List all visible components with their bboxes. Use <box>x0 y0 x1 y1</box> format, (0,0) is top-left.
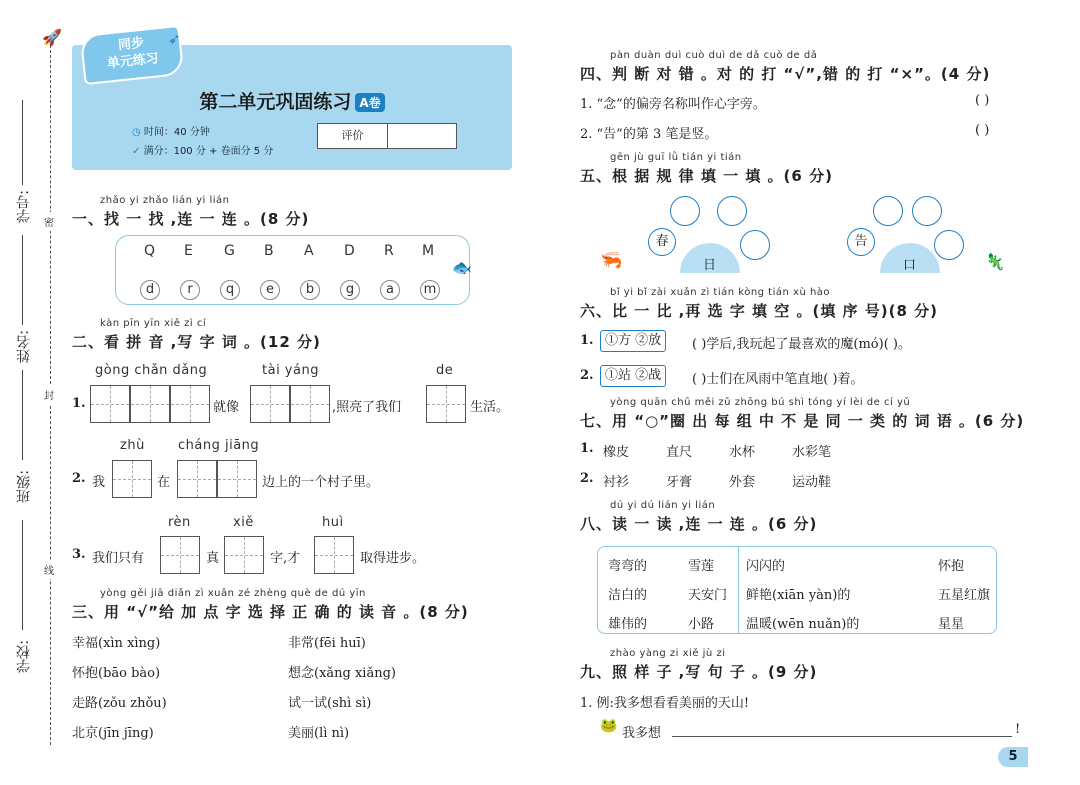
s9-title: 九、照 样 子 ,写 句 子 。(9 分) <box>580 663 818 681</box>
lower-letter[interactable]: b <box>300 280 320 300</box>
evaluation-label: 评价 <box>318 124 388 148</box>
word-option[interactable]: 运动鞋 <box>792 475 832 490</box>
q1-text-3: 生活。 <box>470 400 510 415</box>
q1-text-2: ,照亮了我们 <box>332 400 402 415</box>
reading-option[interactable]: 美丽(lì nì) <box>288 726 350 741</box>
q1-number: 1. <box>72 396 86 411</box>
s9-pinyin: zhào yàng zi xiě jù zi <box>610 648 726 659</box>
score-info <box>132 142 273 157</box>
score-text: 满分：100 分 + 卷面分 5 分 <box>143 146 274 157</box>
page-title-text: 第二单元巩固练习 <box>199 91 352 113</box>
binding-mark-line: 线 <box>44 560 54 579</box>
char-box[interactable] <box>224 536 264 574</box>
answer-circle[interactable] <box>873 196 903 226</box>
match-right-word[interactable]: 闪闪的 <box>746 559 786 574</box>
upper-letter[interactable]: G <box>224 243 235 259</box>
rocket-decoration-icon: ➶ <box>168 30 181 48</box>
rocket-icon: 🚀 <box>42 28 62 47</box>
q3-number: 3. <box>72 547 86 562</box>
upper-letter[interactable]: B <box>264 243 274 259</box>
match-right-noun[interactable]: 五星红旗 <box>938 588 991 603</box>
right-pattern-char: 告 <box>847 228 875 256</box>
upper-letter[interactable]: M <box>422 243 435 259</box>
word-option[interactable]: 牙膏 <box>666 475 693 490</box>
char-box[interactable] <box>426 385 466 423</box>
s6-title: 六、比 一 比 ,再 选 字 填 空 。(填 序 号)(8 分) <box>580 302 939 320</box>
reading-option[interactable]: 走路(zǒu zhǒu) <box>72 696 167 711</box>
lower-letter[interactable]: a <box>380 280 400 300</box>
s4-title: 四、判 断 对 错 。对 的 打 “√”,错 的 打 “×”。(4 分) <box>580 65 991 83</box>
left-pattern-char: 春 <box>648 228 676 256</box>
ribbon-line1: 同步 <box>117 35 145 54</box>
s5-title: 五、根 据 规 律 填 一 填 。(6 分) <box>580 167 833 185</box>
q2-pinyin-1: zhù <box>120 438 145 453</box>
word-option[interactable]: 外套 <box>729 475 756 490</box>
lower-letter[interactable]: d <box>140 280 160 300</box>
upper-letter[interactable]: A <box>304 243 314 259</box>
s7-r2-number: 2. <box>580 471 594 486</box>
q2-text-3: 边上的一个村子里。 <box>262 475 380 490</box>
answer-circle[interactable] <box>912 196 942 226</box>
answer-circle[interactable] <box>670 196 700 226</box>
q1-text-1: 就像 <box>213 400 240 415</box>
q3-pinyin-3: huì <box>322 515 344 530</box>
upper-letter[interactable]: E <box>184 243 193 259</box>
frog-icon: 🐸 <box>600 718 618 734</box>
reading-option[interactable]: 非常(fēi huī) <box>288 636 366 651</box>
class-blank[interactable] <box>22 370 23 460</box>
word-option[interactable]: 直尺 <box>666 445 693 460</box>
match-right-noun[interactable]: 星星 <box>938 617 965 632</box>
match-right-word[interactable]: 温暖(wēn nuǎn)的 <box>746 617 860 632</box>
answer-circle[interactable] <box>717 196 747 226</box>
s3-title: 三、用 “√”给 加 点 字 选 择 正 确 的 读 音 。(8 分) <box>72 603 469 621</box>
class-label: 班级: <box>16 470 32 503</box>
s6-q1-number: 1. <box>580 333 594 348</box>
upper-letter[interactable]: Q <box>144 243 156 259</box>
match-right-word[interactable]: 鲜艳(xiān yàn)的 <box>746 588 851 603</box>
school-blank[interactable] <box>22 520 23 630</box>
reading-option[interactable]: 北京(jīn jīng) <box>72 726 154 741</box>
reading-option[interactable]: 试一试(shì sì) <box>288 696 372 711</box>
q1-pinyin-3: de <box>436 363 454 378</box>
evaluation-box <box>317 123 457 149</box>
lower-letter[interactable]: q <box>220 280 240 300</box>
s6-q1-options: ①方 ②放 <box>600 330 666 352</box>
lower-letter[interactable]: g <box>340 280 360 300</box>
s6-pinyin: bǐ yi bǐ zài xuǎn zì tián kòng tián xù hào <box>610 287 831 298</box>
word-option[interactable]: 衬衫 <box>603 475 630 490</box>
s8-title: 八、读 一 读 ,连 一 连 。(6 分) <box>580 515 818 533</box>
s6-q2-options: ①站 ②战 <box>600 365 666 387</box>
s6-q2-number: 2. <box>580 368 594 383</box>
match-right-noun[interactable]: 怀抱 <box>938 559 965 574</box>
q3-pinyin-1: rèn <box>168 515 191 530</box>
char-box[interactable] <box>217 460 257 498</box>
s3-pinyin: yòng gěi jiā diǎn zì xuǎn zé zhèng què de dú yīn <box>100 588 366 599</box>
s9-end-mark: ! <box>1015 722 1021 737</box>
left-sun-char: 日 <box>703 258 717 273</box>
s6-q2-text[interactable]: ( )士们在风雨中笔直地( )着。 <box>692 372 864 387</box>
lizard-icon: 🦎 <box>985 252 1005 271</box>
s2-pinyin: kàn pīn yīn xiě zì cí <box>100 318 207 329</box>
upper-letter[interactable]: R <box>384 243 394 259</box>
q2-number: 2. <box>72 471 86 486</box>
answer-paren[interactable]: ( ) <box>975 123 990 138</box>
s4-q2: 2. “告”的第 3 笔是竖。 <box>580 127 718 142</box>
s1-title: 一、找 一 找 ,连 一 连 。(8 分) <box>72 210 310 228</box>
char-box[interactable] <box>160 536 200 574</box>
lower-letter[interactable]: m <box>420 280 440 300</box>
q2-text-2: 在 <box>157 475 171 490</box>
char-box[interactable] <box>250 385 290 423</box>
version-badge: A卷 <box>355 93 384 112</box>
match-left-word[interactable]: 弯弯的 <box>608 559 648 574</box>
matching-divider <box>738 547 739 633</box>
word-option[interactable]: 橡皮 <box>603 445 630 460</box>
s5-pinyin: gēn jù guī lǜ tián yi tián <box>610 152 742 163</box>
word-option[interactable]: 水彩笔 <box>792 445 832 460</box>
page-number: 5 <box>998 747 1028 767</box>
clock-icon: ◷ <box>132 127 141 138</box>
char-box[interactable] <box>90 385 130 423</box>
q3-text-3: 字,才 <box>270 551 301 566</box>
s8-pinyin: dú yi dú lián yi lián <box>610 500 716 511</box>
q3-text-1: 我们只有 <box>92 551 145 566</box>
reading-option[interactable]: 想念(xǎng xiǎng) <box>288 666 396 681</box>
binding-mark-bind: 密 <box>44 212 54 231</box>
id-blank[interactable] <box>22 100 23 185</box>
time-text: 时间：40 分钟 <box>143 127 210 138</box>
s1-pinyin: zhǎo yi zhǎo lián yi lián <box>100 195 230 206</box>
ribbon-line2: 单元练习 <box>106 51 160 72</box>
q3-text-4: 取得进步。 <box>360 551 426 566</box>
school-label: 学校: <box>16 640 32 673</box>
s9-prompt: 我多想 <box>622 726 662 741</box>
word-option[interactable]: 水杯 <box>729 445 756 460</box>
s6-q1-text[interactable]: ( )学后,我玩起了最喜欢的魔(mó)( )。 <box>692 337 911 352</box>
char-box[interactable] <box>112 460 152 498</box>
time-info <box>132 123 210 138</box>
binding-mark-seal: 封 <box>44 385 54 404</box>
char-box[interactable] <box>130 385 170 423</box>
q1-pinyin-1: gòng chǎn dǎng <box>95 363 208 378</box>
matching-table <box>597 546 997 634</box>
match-left-noun[interactable]: 小路 <box>688 617 715 632</box>
s4-pinyin: pàn duàn duì cuò duì de dǎ cuò de dǎ <box>610 50 818 61</box>
reading-option[interactable]: 幸福(xìn xìng) <box>72 636 161 651</box>
name-label: 姓名: <box>16 330 32 363</box>
lower-letter[interactable]: r <box>180 280 200 300</box>
name-blank[interactable] <box>22 235 23 325</box>
answer-paren[interactable]: ( ) <box>975 93 990 108</box>
q3-pinyin-2: xiě <box>233 515 254 530</box>
match-left-word[interactable]: 洁白的 <box>608 588 648 603</box>
char-box[interactable] <box>314 536 354 574</box>
match-left-noun[interactable]: 天安门 <box>688 588 728 603</box>
q2-pinyin-2: cháng jiāng <box>178 438 260 453</box>
char-box[interactable] <box>170 385 210 423</box>
q2-text-1: 我 <box>92 475 106 490</box>
s7-pinyin: yòng quān chū měi zǔ zhōng bú shì tóng yí lèi de cí yǔ <box>610 397 911 408</box>
fish-icon: 🐟 <box>452 258 472 277</box>
check-circle-icon: ✓ <box>132 146 141 157</box>
sentence-answer-line[interactable] <box>672 736 1012 737</box>
answer-circle[interactable] <box>740 230 770 260</box>
match-left-word[interactable]: 雄伟的 <box>608 617 648 632</box>
reading-option[interactable]: 怀抱(bāo bào) <box>72 666 161 681</box>
s4-q1: 1. “念”的偏旁名称叫作心字旁。 <box>580 97 766 112</box>
id-label: 学号: <box>16 190 32 223</box>
letter-panel <box>115 235 470 305</box>
s2-title: 二、看 拼 音 ,写 字 词 。(12 分) <box>72 333 321 351</box>
upper-letter[interactable]: D <box>344 243 355 259</box>
evaluation-field[interactable] <box>389 124 456 148</box>
s9-example: 1. 例:我多想看看美丽的天山! <box>580 696 750 711</box>
shrimp-icon: 🦐 <box>600 250 623 271</box>
q3-text-2: 真 <box>206 551 220 566</box>
right-sun-char: 口 <box>903 258 917 273</box>
answer-circle[interactable] <box>934 230 964 260</box>
s7-r1-number: 1. <box>580 441 594 456</box>
char-box[interactable] <box>177 460 217 498</box>
page-title <box>72 87 512 114</box>
match-left-noun[interactable]: 雪莲 <box>688 559 715 574</box>
q1-pinyin-2: tài yáng <box>262 363 319 378</box>
s7-title: 七、用 “○”圈 出 每 组 中 不 是 同 一 类 的 词 语 。(6 分) <box>580 412 1025 430</box>
char-box[interactable] <box>290 385 330 423</box>
lower-letter[interactable]: e <box>260 280 280 300</box>
